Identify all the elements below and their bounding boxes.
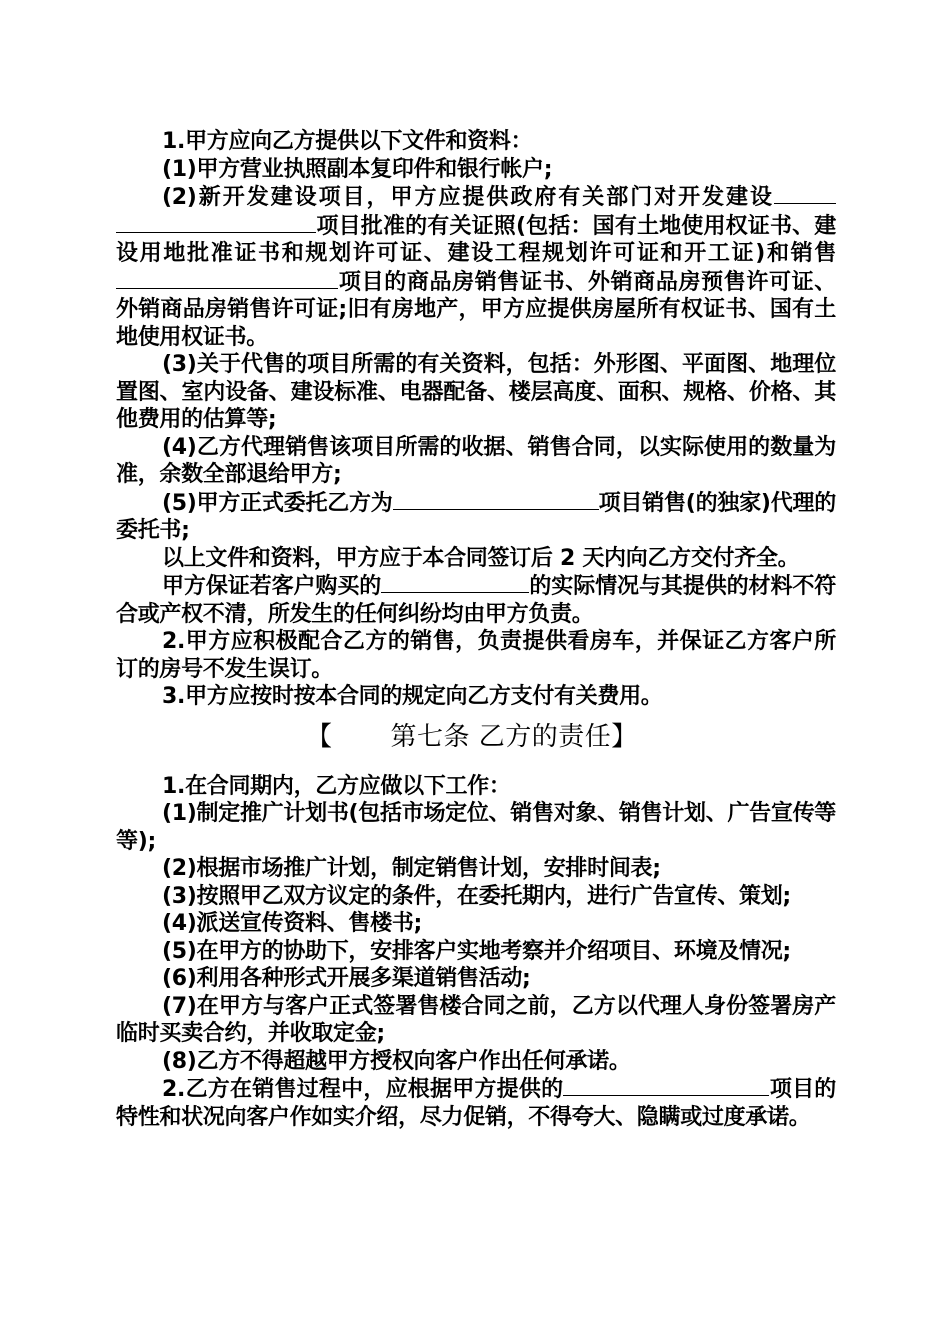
heading-close-bracket: 】: [611, 721, 638, 752]
blank-line: [381, 572, 529, 593]
party-b-duty-2: [116, 1075, 836, 1131]
party-a-item-4: (4)乙方代理销售该项目所需的收据、销售合同，以实际使用的数量为准，余数全部退给甲方;: [116, 434, 836, 487]
blank-line: [774, 183, 836, 204]
party-b-item-1: (1)制定推广计划书(包括市场定位、销售对象、销售计划、广告宣传等等);: [116, 801, 836, 854]
contract-page: [116, 128, 836, 1131]
article-7-heading: [116, 721, 836, 753]
party-a-item-5-text-a: (5)甲方正式委托乙方为: [162, 490, 393, 516]
guarantee-text-a: 甲方保证若客户购买的: [162, 574, 382, 599]
blank-line: [116, 212, 316, 233]
party-a-item-2-text-c: 项目的商品房销售证书、外销商品房预售许可证、外销商品房销售许可证;旧有房地产，甲方应提供房屋所有权证书、国有土地使用权证书。: [116, 269, 836, 350]
guarantee-clause: [116, 572, 836, 628]
party-b-item-3: (3)按照甲乙双方议定的条件，在委托期内，进行广告宣传、策划;: [162, 883, 791, 909]
party-b-duty-2-text-b: 项目的特性和状况向客户作如实介绍，尽力促销，不得夸大、隐瞒或过度承诺。: [116, 1077, 836, 1130]
party-a-docs-intro: 1.甲方应向乙方提供以下文件和资料：: [162, 129, 533, 154]
party-b-work-intro: 1.在合同期内，乙方应做以下工作：: [162, 773, 511, 799]
party-b-item-8: (8)乙方不得超越甲方授权向客户作出任何承诺。: [162, 1048, 631, 1074]
party-a-item-2-text-b: 项目批准的有关证照(包括：国有土地使用权证书、建设用地批准证书和规划许可证、建设工程规划许可证和开工证)和销售: [116, 213, 836, 266]
party-a-item-3: (3)关于代售的项目所需的有关资料，包括：外形图、平面图、地理位置图、室内设备、建设标准、电器配备、楼层高度、面积、规格、价格、其他费用的估算等;: [116, 352, 836, 432]
blank-line: [393, 489, 599, 510]
party-a-item-2: [116, 183, 836, 351]
party-a-duty-3: 3.甲方应按时按本合同的规定向乙方支付有关费用。: [162, 684, 663, 709]
delivery-clause: 以上文件和资料，甲方应于本合同签订后 2 天内向乙方交付齐全。: [162, 545, 800, 571]
blank-line: [563, 1075, 769, 1096]
heading-open-bracket: 【: [306, 721, 333, 752]
blank-line: [116, 268, 338, 289]
party-b-item-5: (5)在甲方的协助下，安排客户实地考察并介绍项目、环境及情况;: [162, 938, 791, 964]
party-a-item-5: [116, 489, 836, 545]
party-a-item-2-text-a: (2)新开发建设项目，甲方应提供政府有关部门对开发建设: [162, 185, 774, 210]
guarantee-text-b: 的实际情况与其提供的材料不符合或产权不清，所发生的任何纠纷均由甲方负责。: [116, 574, 836, 627]
heading-title: 第七条 乙方的责任: [390, 721, 612, 752]
party-a-duty-2: 2.甲方应积极配合乙方的销售，负责提供看房车，并保证乙方客户所订的房号不发生误订。: [116, 629, 836, 682]
party-b-item-6: (6)利用各种形式开展多渠道销售活动;: [162, 966, 531, 991]
party-b-item-4: (4)派送宣传资料、售楼书;: [162, 911, 423, 936]
party-a-item-5-text-b: 项目销售(的独家)代理的委托书;: [116, 490, 836, 543]
party-b-duty-2-text-a: 2.乙方在销售过程中，应根据甲方提供的: [162, 1077, 564, 1102]
party-b-item-2: (2)根据市场推广计划，制定销售计划，安排时间表;: [162, 856, 661, 881]
party-a-item-1: (1)甲方营业执照副本复印件和银行帐户;: [162, 156, 553, 182]
party-b-item-7: (7)在甲方与客户正式签署售楼合同之前，乙方以代理人身份签署房产临时买卖合约，并收取定金;: [116, 993, 836, 1046]
